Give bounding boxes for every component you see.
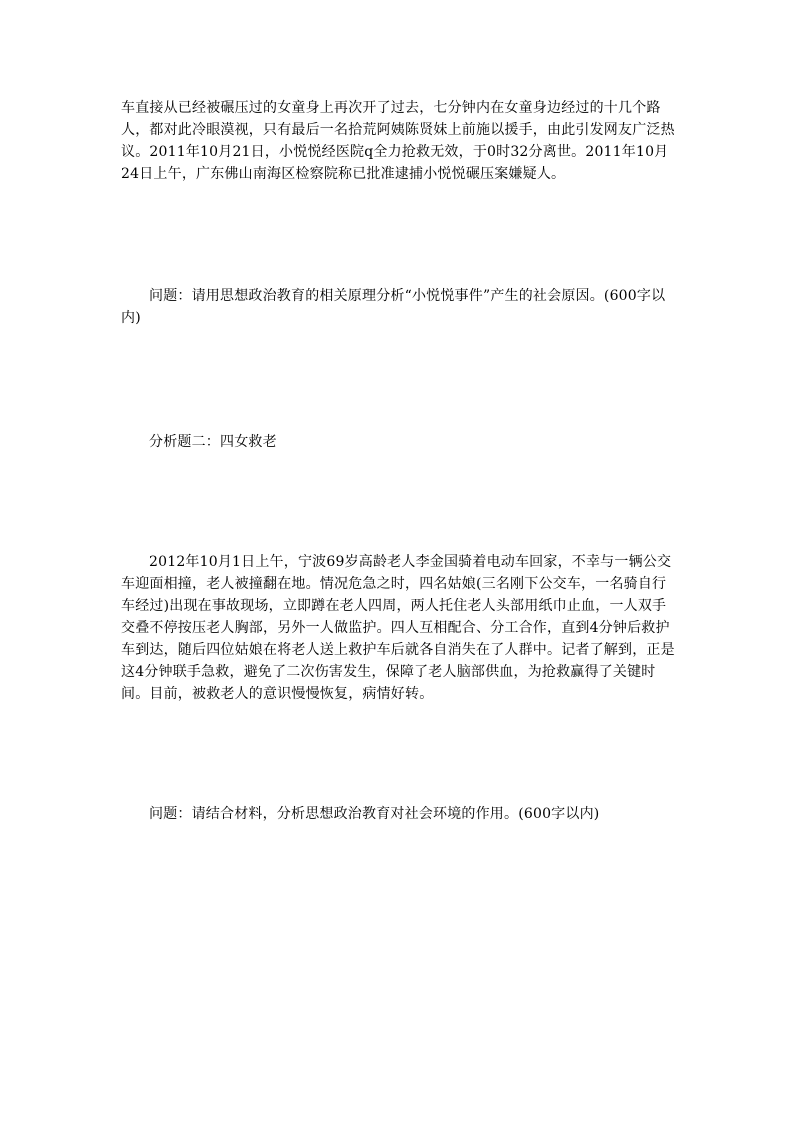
case2-heading: 分析题二：四女救老 [149, 434, 277, 450]
question2-paragraph: 问题：请结合材料，分析思想政治教育对社会环境的作用。(600字以内) [149, 806, 600, 822]
question1-paragraph: 问题：请用思想政治教育的相关原理分析“小悦悦事件”产生的社会原因。(600字以内) [121, 288, 666, 326]
case1-paragraph: 车直接从已经被碾压过的女童身上再次开了过去，七分钟内在女童身边经过的十几个路人，都对此冷眼漠视，只有最后一名拾荒阿姨陈贤妹上前施以援手，由此引发网友广泛热议。2011年10月21日，小悦悦经医院q全力抢救无效，于0时32分离世。2011年10月24日上午，广东佛山南海区检察院称已批准逮捕小悦悦碾压案嫌疑人。 [121, 100, 675, 182]
case2-paragraph: 2012年10月1日上午，宁波69岁高龄老人李金国骑着电动车回家，不幸与一辆公交车迎面相撞，老人被撞翻在地。情况危急之时，四名姑娘(三名刚下公交车，一名骑自行车经过)出现在事故现场，立即蹲在老人四周，两人托住老人头部用纸巾止血，一人双手交叠不停按压老人胸部，另外一人做监护。四人互相配合、分工合作，直到4分钟后救护车到达，随后四位姑娘在将老人送上救护车后就各自消失在了人群中。记者了解到，正是这4分钟联手急救，避免了二次伤害发生，保障了老人脑部供血，为抢救赢得了关键时间。目前，被救老人的意识慢慢恢复，病情好转。 [121, 554, 675, 702]
